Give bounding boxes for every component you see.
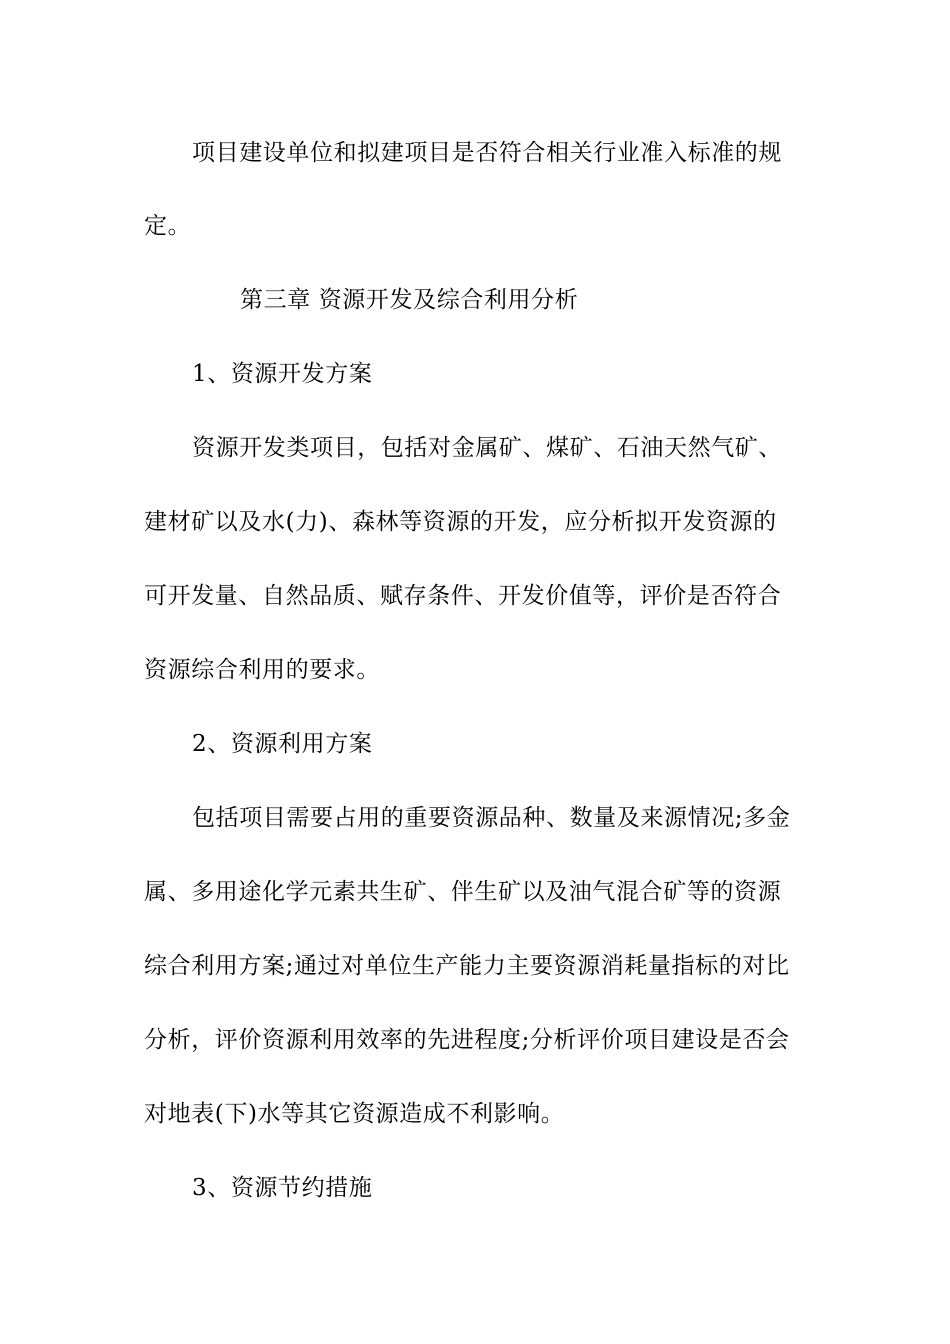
paragraph-line: 建材矿以及水(力)、森林等资源的开发，应分析拟开发资源的 (144, 509, 777, 535)
paragraph-line: 资源综合利用的要求。 (144, 657, 380, 683)
paragraph-line: 综合利用方案;通过对单位生产能力主要资源消耗量指标的对比 (144, 953, 790, 979)
paragraph-line: 项目建设单位和拟建项目是否符合相关行业准入标准的规 (192, 140, 782, 166)
section-heading: 3、资源节约措施 (192, 1175, 373, 1201)
paragraph-line: 分析，评价资源利用效率的先进程度;分析评价项目建设是否会 (144, 1027, 790, 1053)
paragraph-line: 定。 (144, 213, 192, 239)
paragraph-line: 包括项目需要占用的重要资源品种、数量及来源情况;多金 (192, 805, 791, 831)
paragraph-line: 可开发量、自然品质、赋存条件、开发价值等，评价是否符合 (144, 583, 782, 609)
chapter-heading: 第三章 资源开发及综合利用分析 (240, 287, 579, 313)
paragraph-line: 资源开发类项目，包括对金属矿、煤矿、石油天然气矿、 (192, 435, 782, 461)
paragraph-line: 属、多用途化学元素共生矿、伴生矿以及油气混合矿等的资源 (144, 879, 782, 905)
section-heading: 1、资源开发方案 (192, 361, 373, 387)
paragraph-line: 对地表(下)水等其它资源造成不利影响。 (144, 1101, 565, 1127)
section-heading: 2、资源利用方案 (192, 731, 373, 757)
